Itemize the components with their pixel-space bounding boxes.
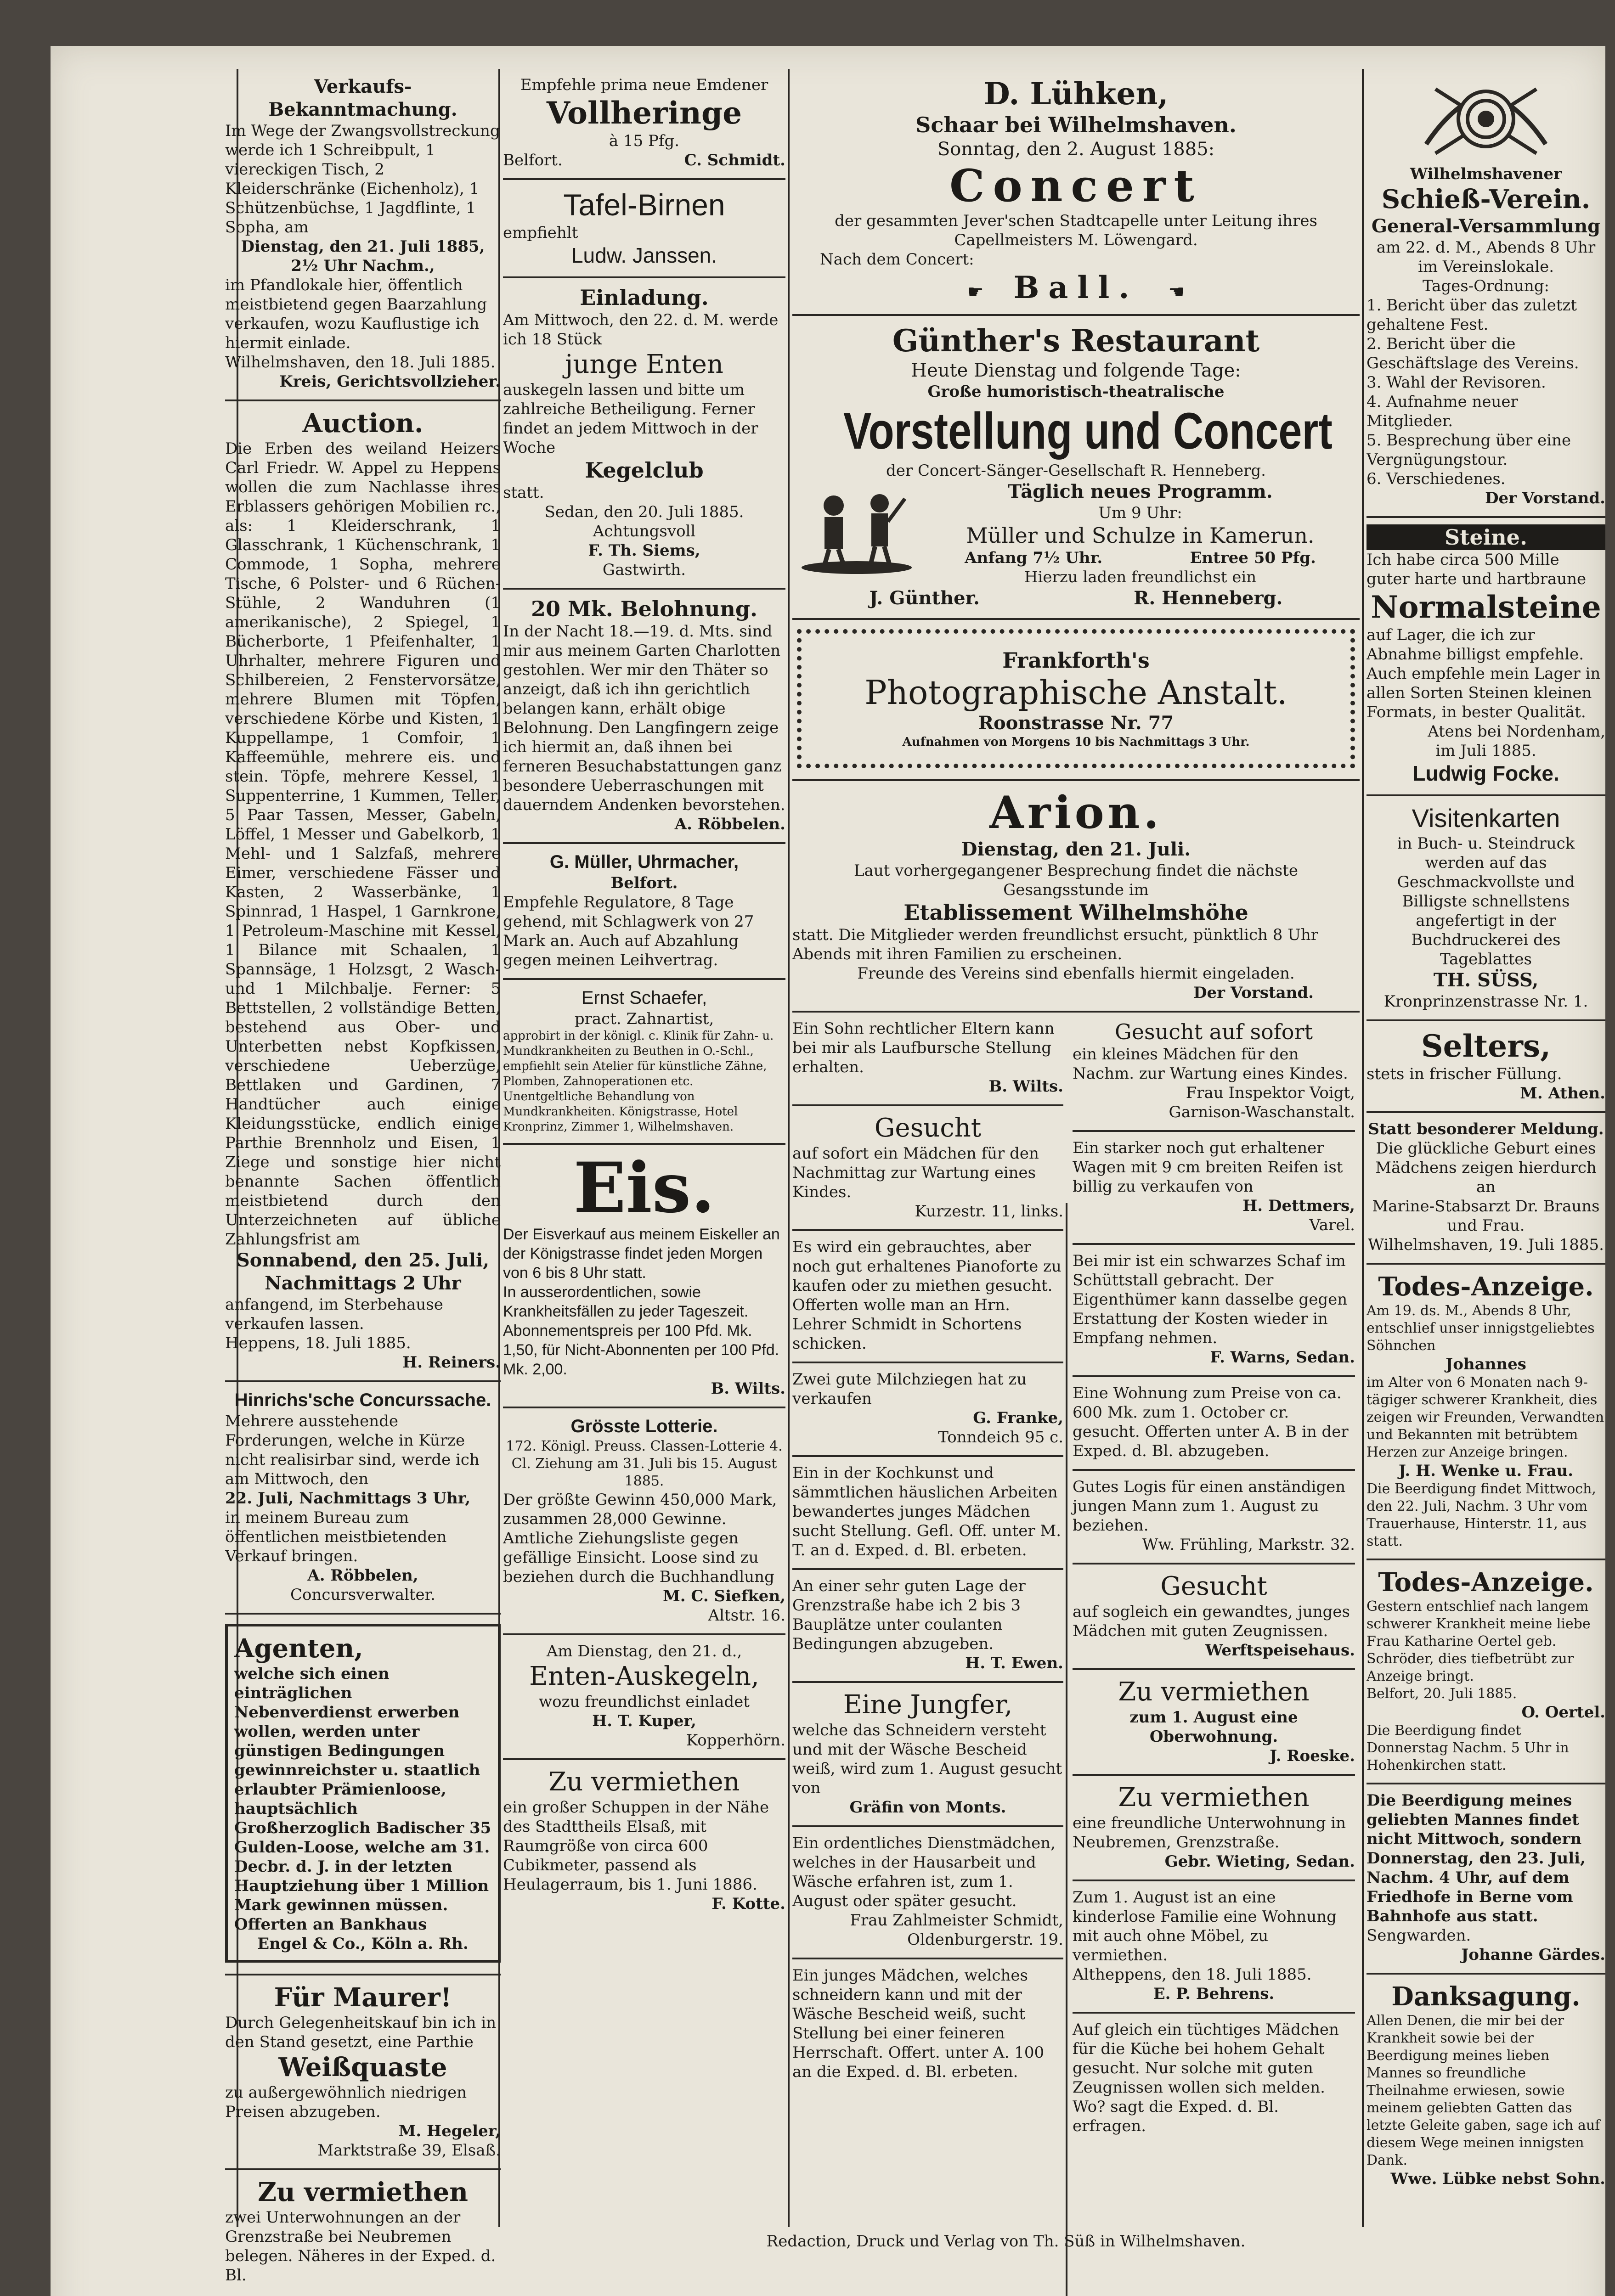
ad-subtitle: Photographische Anstalt. bbox=[864, 673, 1287, 712]
column-4 bbox=[1367, 69, 1605, 2197]
ad-signature: F. Kotte. bbox=[712, 1895, 785, 1913]
ad-title: Tafel-Birnen bbox=[563, 188, 725, 222]
ad-signature: Gebr. Wieting, Sedan. bbox=[1164, 1852, 1355, 1871]
ad-body: An einer sehr guten Lage der Grenzstraße habe ich 2 bis 3 Bauplätze unter coulanten Bedingungen abzugeben. bbox=[792, 1577, 1026, 1653]
ad-signatures bbox=[792, 587, 1360, 610]
ad-name: Johannes bbox=[1446, 1355, 1526, 1373]
ad-einladung bbox=[503, 278, 785, 590]
programm-row bbox=[792, 480, 1360, 587]
ad-intro: empfiehlt bbox=[503, 224, 578, 242]
ad-body: statt. Die Mitglieder werden freundlichst ersucht, pünktlich 8 Uhr Abends mit ihren Familien zu erscheinen. bbox=[792, 926, 1319, 963]
ad-title: Zu vermiethen bbox=[258, 2177, 468, 2207]
ad-title: Selters, bbox=[1421, 1028, 1551, 1064]
ad-body: auskegeln lassen und bitte um zahlreiche Betheiligung. Ferner findet an jedem Mittwoch in der Woche bbox=[503, 381, 758, 457]
ad-title: Vollheringe bbox=[546, 95, 742, 131]
ad-signature: G. Franke, bbox=[973, 1409, 1063, 1427]
ad-address: Tonndeich 95 c. bbox=[938, 1428, 1063, 1446]
ad-body: wozu freundlichst einladet bbox=[539, 1693, 750, 1711]
agenda-item: 4. Aufnahme neuer Mitglieder. bbox=[1367, 393, 1518, 430]
ad-place: Sengwarden. bbox=[1367, 1926, 1471, 1945]
ad-gesucht-maedchen bbox=[792, 1106, 1063, 1231]
ad-title: Agenten, bbox=[234, 1633, 363, 1664]
ad-intro: Am Dienstag, den 21. d., bbox=[546, 1642, 742, 1660]
ad-body: Die Beerdigung meines geliebten Mannes findet nicht Mittwoch, sondern Donnerstag, den 23. Juli, Nachm. 4 Uhr, auf dem Friedhofe in Berne vom Bahnhofe aus statt. bbox=[1367, 1791, 1586, 1925]
ad-body: im Alter von 6 Monaten nach 9-tägiger schwerer Krankheit, dies zeigen wir Freunden, Verwandten und Bekannten mit betrübtem Herzen zur Anzeige bringen. bbox=[1367, 1374, 1604, 1460]
ad-body: im Pfandlokale hier, öffentlich meistbietend gegen Baarzahlung verkaufen, wozu Kauflustige ich hiermit einlade. bbox=[225, 276, 487, 352]
ad-heringe bbox=[503, 69, 785, 180]
ad-lotterie bbox=[503, 1408, 785, 1635]
ad-place-date: Wilhelmshaven, den 18. Juli 1885. bbox=[225, 353, 496, 371]
ad-vermiethen bbox=[225, 2170, 501, 2293]
ad-title: Danksagung. bbox=[1391, 1981, 1581, 2012]
ad-body: Ein starker noch gut erhaltener Wagen mit 9 cm breiten Reifen ist billig zu verkaufen von bbox=[1073, 1139, 1343, 1196]
ad-signature: H. T. Kuper, bbox=[592, 1712, 696, 1730]
ad-signature: Johanne Gärdes. bbox=[1461, 1946, 1605, 1964]
ad-signature: Der Vorstand. bbox=[1193, 984, 1314, 1002]
ad-title: 20 Mk. Belohnung. bbox=[531, 597, 758, 621]
ad-signature: E. P. Behrens. bbox=[1153, 1985, 1275, 2003]
ad-title: Todes-Anzeige. bbox=[1378, 1567, 1594, 1598]
ad-mueller bbox=[503, 844, 785, 980]
ad-signature: H. Dettmers, bbox=[1242, 1197, 1355, 1215]
ad-pianoforte bbox=[792, 1231, 1063, 1363]
column-2 bbox=[503, 69, 785, 1922]
ad-geburt bbox=[1367, 1113, 1605, 1265]
ad-body: Bei mir ist ein schwarzes Schaf im Schüttstall gebracht. Der Eigenthümer kann dasselbe gegen Erstattung der Kosten wieder in Empfang nehmen. bbox=[1073, 1252, 1348, 1347]
ad-times bbox=[921, 548, 1360, 568]
ad-oberwohnung bbox=[1073, 1670, 1355, 1776]
ad-concurs bbox=[225, 1382, 501, 1615]
ad-body: Die Erben des weiland Heizers Carl Friedr. W. Appel zu Heppens wollen die zum Nachlasse ihres Erblassers gehörigen Mobilien rc., als: 1 Kleiderschrank, 1 Glasschrank, 1 Küchenschrank, 1 Commode, 1 Sopha, mehrere Tische, 6 Polster- und 6 Rüchen-Stühle, 2 Wanduhren (1 amerikanische), 2 Spiegel, 1 Bücherborte, 1 Pfeifenhalter, 1 Uhrhalter, mehrere Figuren und Schilbereien, 2 Fenstervorsätze, mehrere Blumen mit Töpfen, verschiedene Körbe und Kisten, 1 Kuppellampe, 1 Comfoir, 1 Kaffeemühle, mehrere eis. und stein. Töpfe, mehrere Kessel, 1 Suppenterrine, 1 Kummen, Teller, 5 Paar Tassen, Messer, Gabeln, Löffel, 1 Messer und Gabelkorb, 1 Mehl- und 1 Salzfaß, mehrere Eimer, verschiedene Fässer und Kasten, 2 Wasserbänke, 1 Spinnrad, 1 Haspel, 1 Garnkrone, 1 Petroleum-Maschine mit Kessel, 1 Bilance mit Schaalen, 1 Spannsäge, 1 Holzsgt, 2 Wasch- und 1 Milchbalje. Ferner: 5 Bettstellen, 2 vollständige Betten, bestehend aus Ober- und Unterbetten nebst Kopfkissen, verschiedene Ueberzüge, Bettlaken und Gardinen, 7 Handtücher auch einige Kleidungsstücke, endlich einige Parthie Brennholz und Eisen, 1 Ziege und sonstige hier nicht benannte Sachen öffentlich meistbietend durch den Unterzeichneten auf übliche Zahlungsfrist am bbox=[225, 439, 501, 1249]
agenda-item: 1. Bericht über das zuletzt gehaltene Fest. bbox=[1367, 296, 1577, 334]
ad-address: Kopperhörn. bbox=[686, 1731, 785, 1750]
ad-body: der Concert-Sänger-Gesellschaft R. Henneberg. bbox=[886, 461, 1266, 480]
ad-signature: Kreis, Gerichtsvollzieher. bbox=[279, 372, 501, 391]
classified-left bbox=[792, 1013, 1063, 2144]
ad-title: Statt besonderer Meldung. bbox=[1368, 1120, 1604, 1138]
ad-auction bbox=[225, 401, 501, 1382]
ball-line bbox=[792, 269, 1360, 306]
ad-ball: Ball. bbox=[1013, 270, 1139, 305]
pointing-hand-left-icon: ☚ bbox=[1168, 281, 1185, 303]
ad-time: Um 9 Uhr: bbox=[1098, 504, 1182, 522]
ad-title: D. Lühken, bbox=[983, 76, 1169, 112]
ad-signature: Ww. Frühling, Markstr. 32. bbox=[1142, 1536, 1355, 1554]
ad-wagen bbox=[1073, 1132, 1355, 1245]
ad-signature: F. Warns, Sedan. bbox=[1210, 1348, 1355, 1367]
ad-body: Gutes Logis für einen anständigen jungen Mann zum 1. August zu beziehen. bbox=[1073, 1478, 1346, 1535]
ad-item: junge Enten bbox=[565, 349, 723, 379]
ad-signature: B. Wilts. bbox=[988, 1077, 1063, 1096]
ad-place-date: Altheppens, den 18. Juli 1885. bbox=[1073, 1965, 1312, 1984]
ad-address: Garnison-Waschanstalt. bbox=[1169, 1103, 1355, 1121]
agenten-box bbox=[225, 1624, 501, 1963]
ad-body: Es wird ein gebrauchtes, aber noch gut erhaltenes Pianoforte zu kaufen oder zu miethen gesucht. Offerten wolle man an Hrn. Lehrer Schmidt in Schortens schicken. bbox=[792, 1238, 1062, 1353]
agenda-item: 6. Verschiedenes. bbox=[1367, 470, 1506, 488]
ad-signature: J. H. Wenke u. Frau. bbox=[1398, 1462, 1574, 1480]
ad-body: Ich habe circa 500 Mille guter harte und hartbraune bbox=[1367, 551, 1587, 588]
ad-title: Gesucht bbox=[874, 1113, 982, 1143]
ad-body: Im Wege der Zwangsvollstreckung werde ich 1 Schreibpult, 1 viereckigen Tisch, 2 Kleiderschränke (Eichenholz), 1 Schützenbüchse, 1 Jagdflinte, 1 Sopha, am bbox=[225, 122, 500, 236]
ad-gesucht-sofort bbox=[1073, 1013, 1355, 1132]
ad-place: Belfort. bbox=[610, 874, 678, 892]
ad-title: Ernst Schaefer, bbox=[581, 988, 707, 1008]
ad-title: Gesucht bbox=[1160, 1571, 1267, 1601]
ad-club: Kegelclub bbox=[585, 458, 704, 483]
ad-signature: J. Günther. bbox=[869, 587, 980, 609]
ad-signature: H. T. Ewen. bbox=[965, 1654, 1063, 1672]
ad-signature: M. Athen. bbox=[1520, 1084, 1605, 1103]
ad-title: Eine Jungfer, bbox=[843, 1690, 1013, 1720]
ad-body: Ein in der Kochkunst und sämmtlichen häuslichen Arbeiten bewandertes junges Mädchen sucht Stellung. Gefl. Off. unter M. T. an d. Exped. d. Bl. erbeten. bbox=[792, 1464, 1062, 1559]
ad-unterwohnung bbox=[1073, 1776, 1355, 1881]
ad-signature: Kurzestr. 11, links. bbox=[915, 1202, 1063, 1221]
ad-body: statt. bbox=[503, 484, 544, 502]
ad-body: ein großer Schuppen in der Nähe des Stadttheils Elsaß, mit Raumgröße von circa 600 Cubikmeter, passend als Heulagerraum, bis 1. Juni 1886. bbox=[503, 1798, 769, 1894]
ad-signature: M. Hegeler, bbox=[398, 2122, 501, 2140]
ad-body: auf Lager, die ich zur Abnahme billigst empfehle. Auch empfehle mein Lager in allen Sorten Steinen kleinen Formats, in bester Qualität. bbox=[1367, 626, 1601, 721]
ad-danksagung bbox=[1367, 1975, 1605, 2197]
imprint-footer: Redaction, Druck und Verlag von Th. Süß in Wilhelmshaven. bbox=[766, 2232, 1246, 2251]
ad-kochkunst bbox=[792, 1457, 1063, 1570]
ad-laufbursche bbox=[792, 1013, 1063, 1106]
column-1 bbox=[225, 69, 501, 2293]
ad-entry: Entree 50 Pfg. bbox=[1190, 549, 1316, 567]
ad-wohnung-gesucht bbox=[1073, 1377, 1355, 1471]
classified-right bbox=[1073, 1013, 1355, 2144]
ad-selters bbox=[1367, 1021, 1605, 1113]
ad-signature: Der Vorstand. bbox=[1485, 489, 1605, 507]
ad-body: in Buch- u. Steindruck werden auf das Geschmackvollste und Billigste schnellstens angefertigt in der Buchdruckerei des Tageblattes bbox=[1397, 834, 1575, 968]
ad-body: Durch Gelegenheitskauf bin ich in den Stand gesetzt, eine Parthie bbox=[225, 2014, 497, 2051]
ad-title: Gesucht auf sofort bbox=[1115, 1019, 1313, 1044]
ad-daily: Täglich neues Programm. bbox=[1008, 481, 1273, 502]
ad-body: Die glückliche Geburt eines Mädchens zeigen hierdurch an bbox=[1375, 1139, 1597, 1196]
ad-title: Zu vermiethen bbox=[1118, 1677, 1310, 1707]
ad-body: ein kleines Mädchen für den Nachm. zur Wartung eines Kindes. bbox=[1073, 1045, 1348, 1083]
column-3 bbox=[792, 69, 1360, 2144]
ad-body: auf sofort ein Mädchen für den Nachmittag zur Wartung eines Kindes. bbox=[792, 1144, 1039, 1201]
ad-signature: TH. SÜSS, bbox=[1433, 969, 1539, 991]
ad-body: am 22. d. M., Abends 8 Uhr im Vereinslokale. bbox=[1376, 238, 1596, 276]
ad-date: Sonntag, den 2. August 1885: bbox=[937, 139, 1215, 160]
ad-schiessverein bbox=[1367, 69, 1605, 518]
ad-signature: Frau Zahlmeister Schmidt, bbox=[850, 1911, 1063, 1930]
ad-signature: A. Röbbelen. bbox=[674, 815, 785, 833]
ad-signature: Marine-Stabsarzt Dr. Brauns und Frau. bbox=[1372, 1197, 1600, 1235]
ad-date: 22. Juli, Nachmittags 3 Uhr, bbox=[225, 1489, 471, 1508]
foto-ornament-frame bbox=[797, 629, 1355, 768]
ad-footer bbox=[503, 151, 785, 170]
ad-subtitle-2: Große humoristisch-theatralische bbox=[927, 383, 1225, 401]
ad-body: Ein Sohn rechtlicher Eltern kann bei mir als Laufbursche Stellung erhalten. bbox=[792, 1019, 1055, 1076]
ad-beerdigung bbox=[1367, 1784, 1605, 1975]
ad-subtitle: General-Versammlung bbox=[1371, 215, 1601, 237]
ad-body: 172. Königl. Preuss. Classen-Lotterie 4. Cl. Ziehung am 31. Juli bis 15. August 1885. bbox=[506, 1438, 783, 1489]
ad-title: Für Maurer! bbox=[274, 1982, 452, 2013]
ad-signature: Wwe. Lübke nebst Sohn. bbox=[1390, 2170, 1605, 2188]
ad-eis bbox=[503, 1145, 785, 1408]
ad-title: Auction. bbox=[302, 408, 424, 439]
ad-body: der gesammten Jever'schen Stadtcapelle unter Leitung ihres Capellmeisters M. Löwengard. bbox=[835, 212, 1317, 249]
column-rule bbox=[1362, 69, 1364, 2227]
ad-body: Die Beerdigung findet Mittwoch, den 22. Juli, Nachm. 3 Uhr vom Trauerhause, Hinterstr. 11, aus statt. bbox=[1367, 1481, 1596, 1549]
ad-address: Kronprinzenstrasse Nr. 1. bbox=[1383, 992, 1588, 1011]
ad-signature: Engel & Co., Köln a. Rh. bbox=[257, 1935, 469, 1953]
ad-birnen bbox=[503, 180, 785, 278]
ad-signature: A. Röbbelen, bbox=[307, 1566, 418, 1585]
ad-date: im Juli 1885. bbox=[1435, 742, 1536, 760]
pointing-hand-right-icon: ☛ bbox=[967, 281, 984, 303]
ad-body: Eine Wohnung zum Preise von ca. 600 Mk. zum 1. October cr. gesucht. Offerten unter A. B in der Exped. d. Bl. abzugeben. bbox=[1073, 1384, 1349, 1460]
ad-body: zu außergewöhnlich niedrigen Preisen abzugeben. bbox=[225, 2083, 467, 2121]
ad-price: à 15 Pfg. bbox=[609, 132, 680, 150]
ad-title: Einladung. bbox=[580, 285, 709, 310]
ad-jungfer bbox=[792, 1683, 1063, 1827]
ad-body: zwei Unterwohnungen an der Grenzstraße bei Neubremen belegen. Näheres in der Exped. d. Bl. bbox=[225, 2208, 496, 2285]
ad-signature-role: Gastwirth. bbox=[602, 561, 686, 579]
ad-body: in meinem Bureau zum öffentlichen meistbietenden Verkauf bringen. bbox=[225, 1508, 447, 1565]
ad-place-date: Heppens, 18. Juli 1885. bbox=[225, 1334, 411, 1352]
ad-title: Enten-Auskegeln, bbox=[529, 1661, 759, 1691]
ad-title: Grösste Lotterie. bbox=[570, 1416, 718, 1436]
ad-bauplaetze bbox=[792, 1570, 1063, 1683]
ad-dienstmaedchen bbox=[792, 1827, 1063, 1959]
ad-body: anfangend, im Sterbehause verkaufen lassen. bbox=[225, 1295, 443, 1333]
ad-body: Gestern entschlief nach langem schwerer Krankheit meine liebe Frau Katharine Oertel geb. Schröder, dies tiefbetrübt zur Anzeige bringt. bbox=[1367, 1598, 1591, 1684]
ad-signature: B. Wilts. bbox=[711, 1379, 785, 1398]
ad-signature: J. Roeske. bbox=[1270, 1747, 1355, 1765]
ad-body: eine freundliche Unterwohnung in Neubremen, Grenzstraße. bbox=[1073, 1814, 1346, 1851]
ad-date: Sonnabend, den 25. Juli, Nachmittags 2 Uhr bbox=[236, 1249, 490, 1294]
ad-verkauf bbox=[225, 69, 501, 401]
agenda-item: 5. Besprechung über eine Vergnügungstour. bbox=[1367, 431, 1571, 469]
ad-title: Verkaufs-Bekanntmachung. bbox=[268, 76, 457, 120]
ad-familie-wohnung bbox=[1073, 1881, 1355, 2014]
ad-title: Hinrichs'sche Concurssache. bbox=[234, 1390, 491, 1410]
ad-body: Die Beerdigung findet Donnerstag Nachm. 5 Uhr in Hohenkirchen statt. bbox=[1367, 1722, 1569, 1773]
ad-title: Frankforth's bbox=[1002, 648, 1150, 673]
ad-gesucht-werft bbox=[1073, 1564, 1355, 1670]
ad-body: welche das Schneidern versteht und mit der Wäsche Bescheid weiß, wird zum 1. August gesucht von bbox=[792, 1721, 1062, 1797]
ad-body: Auf gleich ein tüchtiges Mädchen für die Küche bei hohem Gehalt gesucht. Nur solche mit guten Zeugnissen wollen sich melden. Wo? sagt die Exped. d. Bl. erfragen. bbox=[1073, 2020, 1339, 2135]
ad-address: Oldenburgerstr. 19. bbox=[907, 1930, 1063, 1949]
ad-title: Günther's Restaurant bbox=[892, 323, 1260, 359]
ad-signature: Gräfin von Monts. bbox=[849, 1798, 1006, 1817]
ad-band: Steine. bbox=[1367, 524, 1605, 550]
ad-start: Anfang 7½ Uhr. bbox=[965, 549, 1103, 567]
ad-intro: Empfehle prima neue Emdener bbox=[520, 76, 768, 94]
ad-after: Nach dem Concert: bbox=[820, 250, 974, 269]
ad-title: Eis. bbox=[573, 1148, 715, 1228]
ad-body: Freunde des Vereins sind ebenfalls hiermit eingeladen. bbox=[857, 964, 1295, 983]
ad-visitenkarten bbox=[1367, 796, 1605, 1021]
ad-body: Mehrere ausstehende Forderungen, welche in Kürze nicht realisirbar sind, werde ich am Mittwoch, den bbox=[225, 1412, 480, 1488]
ad-play: Müller und Schulze in Kamerun. bbox=[966, 523, 1315, 548]
shooting-target-icon bbox=[1417, 75, 1555, 163]
ad-agenten bbox=[225, 1615, 501, 1975]
ad-body: Allen Denen, die mir bei der Krankheit sowie bei der Beerdigung meines lieben Mannes so freundliche Theilnahme erwiesen, sowie meinem geliebten Gatten das letzte Geleite gaben, sage ich auf diesem Wege meinen innigsten Dank. bbox=[1367, 2013, 1600, 2168]
ad-signature: M. C. Siefken, bbox=[663, 1587, 785, 1605]
ad-signature: H. Reiners. bbox=[402, 1353, 501, 1372]
ad-junges-maedchen bbox=[792, 1959, 1063, 2090]
ad-luehken bbox=[792, 69, 1360, 316]
ad-body: In ausserordentlichen, sowie Krankheitsfällen zu jeder Tageszeit. bbox=[503, 1283, 749, 1320]
ad-signature: Werftspeisehaus. bbox=[1205, 1641, 1355, 1660]
ad-body: Ein junges Mädchen, welches schneidern kann und mit der Wäsche Bescheid weiß, sucht Stellung bei einer feineren Herrschaft. Offert. unter A. 100 an die Exped. d. Bl. erbeten. bbox=[792, 1966, 1045, 2081]
ad-body: Am 19. ds. M., Abends 8 Uhr, entschlief unser innigstgeliebtes Söhnchen bbox=[1367, 1303, 1595, 1354]
ad-body: zum 1. August eine Oberwohnung. bbox=[1129, 1708, 1298, 1746]
ad-title: Normalsteine bbox=[1371, 589, 1601, 625]
ad-body: welche sich einen einträglichen Nebenverdienst erwerben wollen, werden unter günstigen Bedingungen gewinnreichster u. staatlich erlaubter Prämienloose, hauptsächlich Großherzoglich Badischer 35 Gulden-Loose, welche am 31. Decbr. d. J. in der letzten Hauptziehung über 1 Million Mark gewinnen müssen. Offerten an Bankhaus bbox=[234, 1665, 491, 1934]
ad-place: Belfort. bbox=[503, 151, 563, 169]
ad-logis bbox=[1073, 1471, 1355, 1564]
ad-arion bbox=[792, 781, 1360, 1013]
ad-body: approbirt in der königl. c. Klinik für Zahn- u. Mundkrankheiten zu Beuthen in O.-Schl., empfiehlt sein Atelier für künstliche Zähne, Plomben, Zahnoperationen etc. Unentgeltliche Behandlung von Mundkrankheiten. Königstrasse, Hotel Kronprinz, Zimmer 1, Wilhelmshaven. bbox=[503, 1029, 774, 1134]
ad-address: Marktstraße 39, Elsaß. bbox=[317, 2141, 501, 2160]
ad-maurer bbox=[225, 1975, 501, 2170]
column-rule bbox=[788, 69, 790, 2227]
ad-body: Zwei gute Milchziegen hat zu verkaufen bbox=[792, 1370, 1027, 1408]
ad-body: Ein ordentliches Dienstmädchen, welches in der Hausarbeit und Wäsche erfahren ist, zum 1. August oder später gesucht. bbox=[792, 1834, 1056, 1910]
ad-body: Am Mittwoch, den 22. d. M. werde ich 18 Stück bbox=[503, 311, 779, 349]
ad-todesanzeige-2 bbox=[1367, 1560, 1605, 1784]
ad-signature: Frau Inspektor Voigt, bbox=[1186, 1084, 1355, 1102]
ad-address: Roonstrasse Nr. 77 bbox=[978, 712, 1174, 734]
ad-place: Etablissement Wilhelmshöhe bbox=[903, 900, 1248, 925]
ad-body: auf sogleich ein gewandtes, junges Mädchen mit guten Zeugnissen. bbox=[1073, 1603, 1350, 1640]
ad-milchziegen bbox=[792, 1363, 1063, 1457]
ad-schaefer bbox=[503, 980, 785, 1145]
ad-title: G. Müller, Uhrmacher, bbox=[549, 852, 739, 872]
ad-body: stets in frischer Füllung. bbox=[1367, 1065, 1562, 1083]
ad-place: Schaar bei Wilhelmshaven. bbox=[915, 113, 1237, 137]
ad-body: Zum 1. August ist an eine kinderlose Familie eine Wohnung mit auch ohne Möbel, zu vermiethen. bbox=[1073, 1888, 1337, 1964]
ad-title: Todes-Anzeige. bbox=[1378, 1272, 1594, 1302]
ad-body: Laut vorhergegangener Besprechung findet die nächste Gesangsstunde im bbox=[853, 861, 1299, 899]
ad-place: Atens bei Nordenham, bbox=[1428, 722, 1605, 741]
ad-order-title: Tages-Ordnung: bbox=[1423, 277, 1549, 295]
target-emblem bbox=[1367, 75, 1605, 164]
ad-belohnung bbox=[503, 590, 785, 844]
ad-vermiethen-schuppen bbox=[503, 1760, 785, 1922]
ad-body: In der Nacht 18.—19. d. Mts. sind mir aus meinem Garten Charlotten gestohlen. Wer mir den Thäter so anzeigt, daß ich ihn gerichtlich belangen kann, erhält obige Belohnung. Den Langfingern zeige ich hiermit an, daß ihnen bei ferneren Besuchabstattungen ganz besondere Ueberraschungen mit dauerndem Andenken bevorstehen. bbox=[503, 622, 785, 814]
ad-event: Vorstellung und Concert bbox=[843, 402, 1333, 460]
agenda-item: 3. Wahl der Revisoren. bbox=[1367, 373, 1546, 392]
ad-subtitle: pract. Zahnartist, bbox=[574, 1010, 714, 1028]
ad-invite: Hierzu laden freundlichst ein bbox=[1024, 568, 1257, 586]
clowns-illustration-icon bbox=[792, 480, 921, 577]
classified-columns bbox=[792, 1013, 1360, 2144]
ad-foto bbox=[792, 620, 1360, 781]
ad-body: Empfehle Regulatore, 8 Tage gehend, mit Schlagwerk von 27 Mark an. Auch auf Abzahlung gegen meinen Leihvertrag. bbox=[503, 893, 754, 969]
ad-event: Concert bbox=[949, 160, 1203, 212]
ad-schaf bbox=[1073, 1245, 1355, 1377]
ad-signature: Ludw. Janssen. bbox=[571, 243, 717, 267]
ad-title: Zu vermiethen bbox=[1118, 1783, 1310, 1812]
ad-date: Dienstag, den 21. Juli. bbox=[961, 838, 1191, 860]
ad-signature: F. Th. Siems, bbox=[588, 541, 700, 560]
ad-guenther bbox=[792, 316, 1360, 620]
ad-signature: Ludwig Focke. bbox=[1412, 761, 1559, 785]
ad-signature-role: Concursverwalter. bbox=[290, 1586, 435, 1604]
ad-title: Schieß-Verein. bbox=[1381, 184, 1591, 214]
ad-greeting: Achtungsvoll bbox=[593, 522, 696, 540]
ad-subtitle: Heute Dienstag und folgende Tage: bbox=[911, 360, 1241, 381]
ad-body: Der größte Gewinn 450,000 Mark, zusammen 28,000 Gewinne. Amtliche Ziehungsliste gegen gefällige Einsicht. Loose sind zu beziehen durch die Buchhandlung bbox=[503, 1491, 777, 1586]
ad-kuechenmaedchen bbox=[1073, 2014, 1355, 2144]
ad-title: Zu vermiethen bbox=[548, 1767, 740, 1797]
ad-place-date: Belfort, 20. Juli 1885. bbox=[1367, 1686, 1517, 1702]
ad-body: Abonnementspreis per 100 Pfd. Mk. 1,50, für Nicht-Abonnenten per 100 Pfd. Mk. 2,00. bbox=[503, 1322, 779, 1378]
ad-signature: C. Schmidt. bbox=[684, 151, 785, 169]
ad-place-date: Sedan, den 20. Juli 1885. bbox=[544, 503, 744, 521]
ad-hours: Aufnahmen von Morgens 10 bis Nachmittags 3 Uhr. bbox=[902, 735, 1250, 749]
ad-signature: R. Henneberg. bbox=[1134, 587, 1283, 609]
ad-title: Visitenkarten bbox=[1412, 804, 1560, 833]
ad-address: Varel. bbox=[1309, 1216, 1355, 1234]
programm-text bbox=[921, 480, 1360, 587]
ad-item: Weißquaste bbox=[278, 2052, 447, 2082]
ad-enten bbox=[503, 1635, 785, 1760]
ad-place-date: Wilhelmshaven, 19. Juli 1885. bbox=[1368, 1236, 1604, 1254]
ad-title: Arion. bbox=[989, 787, 1163, 838]
ad-date: Dienstag, den 21. Juli 1885, 2½ Uhr Nachm., bbox=[241, 237, 485, 275]
agenda-item: 2. Bericht über die Geschäftslage des Vereins. bbox=[1367, 335, 1579, 372]
ad-steine bbox=[1367, 518, 1605, 796]
ad-todesanzeige-1 bbox=[1367, 1265, 1605, 1560]
ad-address: Altstr. 16. bbox=[708, 1606, 785, 1625]
ad-signature: O. Oertel. bbox=[1521, 1703, 1605, 1722]
ad-body: Der Eisverkauf aus meinem Eiskeller an der Königstrasse findet jeden Morgen von 6 bis 8 Uhr statt. bbox=[503, 1226, 780, 1282]
ad-pretitle: Wilhelmshavener bbox=[1410, 165, 1562, 183]
